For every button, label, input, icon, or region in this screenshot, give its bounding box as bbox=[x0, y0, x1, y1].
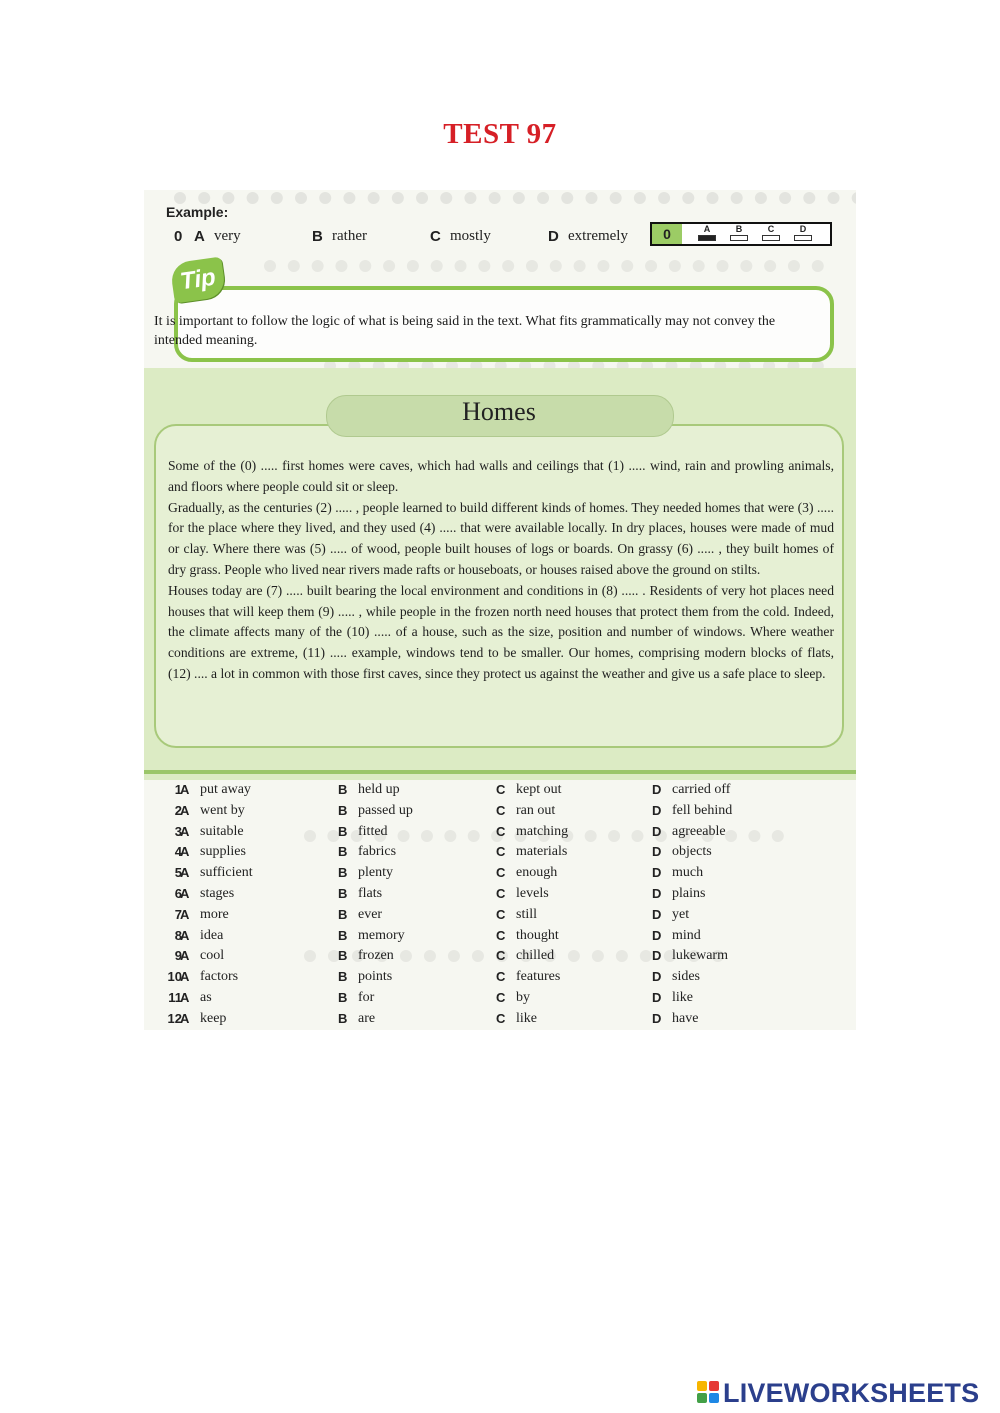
question-row bbox=[164, 926, 844, 947]
option-letter-a: A bbox=[180, 823, 190, 839]
option-text-b[interactable]: points bbox=[358, 969, 393, 985]
answer-mark-filled bbox=[698, 235, 716, 241]
answer-mark-empty bbox=[762, 235, 780, 241]
option-text-d[interactable]: mind bbox=[672, 927, 701, 943]
option-text-a[interactable]: supplies bbox=[200, 844, 246, 860]
option-text-d[interactable]: agreeable bbox=[672, 823, 726, 839]
option-letter-a: A bbox=[180, 969, 190, 985]
option-text-b[interactable]: for bbox=[358, 989, 375, 1005]
option-text-b[interactable]: plenty bbox=[358, 865, 393, 881]
option-text-d[interactable]: yet bbox=[672, 906, 690, 922]
question-row bbox=[164, 842, 844, 863]
option-text-b[interactable]: flats bbox=[358, 885, 383, 901]
answer-option-c bbox=[760, 225, 782, 241]
example-number: 0 bbox=[174, 228, 183, 245]
option-text-c[interactable]: kept out bbox=[516, 782, 562, 797]
option-letter-d: D bbox=[652, 948, 662, 964]
passage-title: Homes bbox=[462, 397, 536, 426]
option-text-a[interactable]: stages bbox=[200, 885, 235, 901]
option-letter-d: D bbox=[652, 906, 662, 922]
option-letter-b: B bbox=[338, 1010, 348, 1026]
option-letter-d: D bbox=[652, 885, 662, 901]
option-letter-c: C bbox=[496, 948, 506, 964]
option-text-d[interactable]: have bbox=[672, 1010, 699, 1026]
tip-text: It is important to follow the logic of what is being said in the text. What fits grammatically may not convey the intended meaning. bbox=[154, 314, 776, 348]
option-letter-a: A bbox=[180, 927, 190, 943]
option-text-b[interactable]: memory bbox=[358, 927, 405, 943]
divider-line bbox=[144, 770, 856, 774]
option-text-b[interactable]: fitted bbox=[358, 823, 388, 839]
question-number: 12 bbox=[167, 1010, 182, 1026]
option-text-a[interactable]: suitable bbox=[200, 823, 244, 839]
answer-option-a bbox=[696, 225, 718, 241]
example-row bbox=[166, 228, 636, 248]
option-text-a[interactable]: went by bbox=[200, 802, 245, 818]
liveworksheets-logo bbox=[697, 1376, 979, 1410]
option-letter-a: A bbox=[180, 802, 190, 818]
answer-option-letter: D bbox=[799, 224, 807, 234]
option-text-c[interactable]: chilled bbox=[516, 948, 555, 964]
question-number: 9 bbox=[174, 948, 182, 964]
option-letter-d: D bbox=[652, 865, 662, 881]
option-text-d[interactable]: sides bbox=[672, 969, 700, 985]
answer-mark-empty bbox=[730, 235, 748, 241]
option-letter-b: B bbox=[338, 782, 348, 797]
option-text-c[interactable]: features bbox=[516, 969, 561, 985]
option-letter-a: A bbox=[180, 948, 190, 964]
worksheet-scan bbox=[144, 190, 856, 1030]
option-letter-c: C bbox=[496, 844, 506, 860]
option-text-c[interactable]: enough bbox=[516, 865, 558, 881]
option-letter-c: C bbox=[496, 865, 506, 881]
option-text-b[interactable]: held up bbox=[358, 782, 400, 797]
answer-option-letter: A bbox=[703, 224, 711, 234]
option-letter-a: A bbox=[180, 782, 190, 797]
option-letter-b: B bbox=[338, 948, 348, 964]
question-number: 8 bbox=[174, 927, 182, 943]
option-letter-c: C bbox=[496, 906, 506, 922]
option-letter-c: C bbox=[496, 1010, 506, 1026]
option-letter-a: A bbox=[180, 1010, 190, 1026]
option-text-a[interactable]: factors bbox=[200, 969, 239, 985]
example-option-letter: C bbox=[430, 228, 441, 245]
option-text-b[interactable]: ever bbox=[358, 906, 383, 922]
option-text-d[interactable]: plains bbox=[672, 885, 706, 901]
answer-option-b bbox=[728, 225, 750, 241]
option-letter-b: B bbox=[338, 927, 348, 943]
question-number: 11 bbox=[168, 989, 182, 1005]
option-text-d[interactable]: much bbox=[672, 865, 704, 881]
option-letter-a: A bbox=[180, 865, 190, 881]
option-letter-c: C bbox=[496, 782, 506, 797]
question-row bbox=[164, 946, 844, 967]
passage-paragraph: Gradually, as the centuries (2) ..... , people learned to build different kinds of homes. They needed homes that were (3) ..... for the place where they lived, and they used (4) ..... that were available locally. In dry places, houses were made of mud or clay. Where there was (5) ..... of wood, people built houses of logs or boards. On grassy (6) ..... , they built homes of dry grass. People who lived near rivers made rafts or houseboats, or houses raised above the ground on stilts. bbox=[168, 499, 834, 577]
option-letter-a: A bbox=[180, 906, 190, 922]
example-label: Example: bbox=[166, 204, 229, 220]
question-number: 7 bbox=[174, 906, 182, 922]
option-text-c[interactable]: matching bbox=[516, 823, 569, 839]
option-letter-c: C bbox=[496, 885, 506, 901]
option-text-c[interactable]: still bbox=[516, 906, 538, 922]
question-number: 4 bbox=[174, 844, 182, 860]
option-text-c[interactable]: thought bbox=[516, 927, 559, 943]
option-letter-d: D bbox=[652, 802, 662, 818]
option-letter-d: D bbox=[652, 1010, 662, 1026]
question-number: 10 bbox=[167, 969, 182, 985]
page-title: TEST 97 bbox=[443, 118, 557, 150]
option-text-a[interactable]: as bbox=[200, 989, 212, 1005]
option-text-a[interactable]: keep bbox=[200, 1010, 227, 1026]
option-letter-d: D bbox=[652, 927, 662, 943]
option-text-d[interactable]: like bbox=[672, 989, 693, 1005]
option-text-d[interactable]: objects bbox=[672, 844, 712, 860]
option-letter-b: B bbox=[338, 802, 348, 818]
option-text-a[interactable]: idea bbox=[200, 927, 224, 943]
option-text-a[interactable]: put away bbox=[200, 782, 251, 797]
question-row bbox=[164, 1009, 844, 1030]
example-option-letter: B bbox=[312, 228, 323, 245]
example-option-text: extremely bbox=[568, 228, 628, 244]
question-number: 6 bbox=[174, 885, 182, 901]
option-letter-c: C bbox=[496, 989, 506, 1005]
question-row bbox=[164, 905, 844, 926]
answer-box-number: 0 bbox=[652, 224, 682, 244]
question-row bbox=[164, 884, 844, 905]
example-option-letter: A bbox=[194, 228, 205, 245]
question-number: 2 bbox=[174, 802, 182, 818]
answer-option-letter: C bbox=[767, 224, 775, 234]
question-row bbox=[164, 988, 844, 1009]
option-text-b[interactable]: frozen bbox=[358, 948, 394, 964]
option-letter-b: B bbox=[338, 906, 348, 922]
option-letter-b: B bbox=[338, 844, 348, 860]
option-text-c[interactable]: by bbox=[516, 989, 530, 1005]
option-letter-a: A bbox=[180, 989, 190, 1005]
question-number: 5 bbox=[174, 865, 182, 881]
example-option-text: mostly bbox=[450, 228, 491, 244]
option-text-d[interactable]: carried off bbox=[672, 782, 731, 797]
answer-options-list bbox=[164, 780, 844, 1030]
tip-badge-icon: Tip bbox=[169, 257, 226, 304]
option-text-c[interactable]: levels bbox=[516, 885, 549, 901]
option-letter-d: D bbox=[652, 823, 662, 839]
liveworksheets-brand: LIVEWORKSHEETS bbox=[723, 1377, 980, 1408]
option-letter-d: D bbox=[652, 969, 662, 985]
option-text-b[interactable]: fabrics bbox=[358, 844, 397, 860]
example-option-text: very bbox=[214, 228, 241, 244]
option-letter-d: D bbox=[652, 989, 662, 1005]
option-text-d[interactable]: fell behind bbox=[672, 802, 733, 818]
option-text-b[interactable]: passed up bbox=[358, 802, 413, 818]
option-letter-c: C bbox=[496, 927, 506, 943]
question-row bbox=[164, 801, 844, 822]
example-option-text: rather bbox=[332, 228, 367, 244]
option-letter-b: B bbox=[338, 989, 348, 1005]
option-letter-c: C bbox=[496, 802, 506, 818]
passage-paragraph: Houses today are (7) ..... built bearing the local environment and conditions in (8) ..... . Residents of very hot places need houses that will keep them (9) ..... , while people in the frozen north need houses that protect them from the cold. Indeed, the climate affects many of the (10) ..... of a house, such as the size, position and number of windows. Where weather conditions are extreme, (11) ..... example, windows tend to be smaller. Our homes, comprising modern blocks of flats, (12) .... a lot in common with those first caves, since they protect us against the weather and give us a safe place to sleep. bbox=[168, 582, 834, 681]
question-row bbox=[164, 863, 844, 884]
option-text-c[interactable]: ran out bbox=[516, 802, 556, 818]
option-text-b[interactable]: are bbox=[358, 1010, 376, 1026]
question-number: 3 bbox=[174, 823, 182, 839]
option-letter-a: A bbox=[180, 844, 190, 860]
example-answer-box bbox=[650, 222, 832, 246]
option-letter-a: A bbox=[180, 885, 190, 901]
answer-option-letter: B bbox=[735, 224, 743, 234]
example-option-letter: D bbox=[548, 228, 559, 245]
option-letter-b: B bbox=[338, 969, 348, 985]
option-letter-d: D bbox=[652, 782, 662, 797]
question-number: 1 bbox=[174, 782, 182, 797]
option-letter-d: D bbox=[652, 844, 662, 860]
answer-option-d bbox=[792, 225, 814, 241]
answer-mark-empty bbox=[794, 235, 812, 241]
passage-text bbox=[168, 456, 834, 685]
option-letter-b: B bbox=[338, 865, 348, 881]
option-letter-c: C bbox=[496, 969, 506, 985]
question-row bbox=[164, 780, 844, 801]
option-text-d[interactable]: lukewarm bbox=[672, 948, 728, 964]
option-text-c[interactable]: like bbox=[516, 1010, 537, 1026]
option-letter-c: C bbox=[496, 823, 506, 839]
liveworksheets-logo-icon bbox=[697, 1379, 721, 1407]
option-letter-b: B bbox=[338, 823, 348, 839]
option-text-a[interactable]: sufficient bbox=[200, 865, 253, 881]
option-text-a[interactable]: cool bbox=[200, 948, 225, 964]
question-row bbox=[164, 967, 844, 988]
question-row bbox=[164, 822, 844, 843]
option-text-a[interactable]: more bbox=[200, 906, 229, 922]
passage-paragraph: Some of the (0) ..... first homes were caves, which had walls and ceilings that (1) ..... wind, rain and prowling animals, and floors where people could sit or sleep. bbox=[168, 458, 834, 494]
option-text-c[interactable]: materials bbox=[516, 844, 568, 860]
option-letter-b: B bbox=[338, 885, 348, 901]
